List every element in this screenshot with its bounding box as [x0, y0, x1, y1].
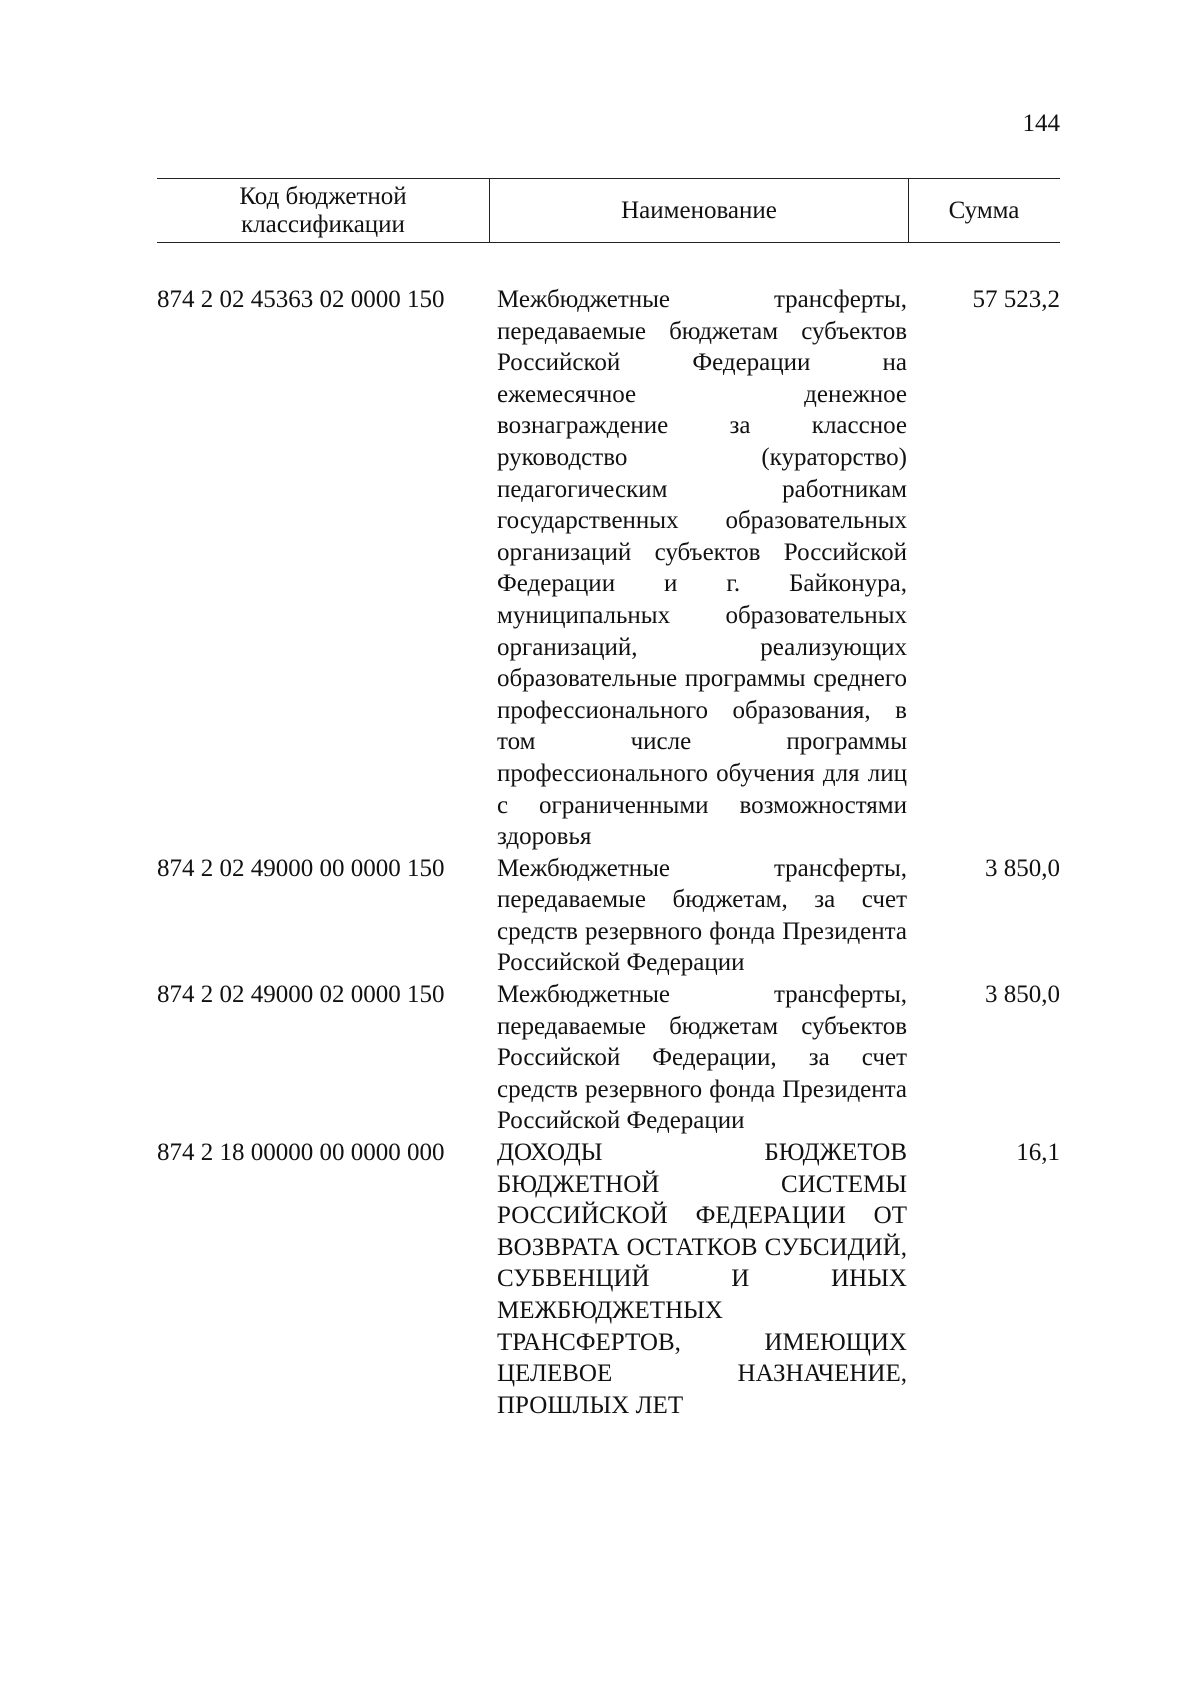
header-code: Код бюджетной классификации	[157, 179, 490, 242]
table-row	[157, 284, 1060, 853]
row-code: 874 2 02 45363 02 0000 150	[157, 286, 445, 313]
header-name: Наименование	[490, 179, 909, 242]
row-name: ДОХОДЫ БЮДЖЕТОВ БЮДЖЕТНОЙ СИСТЕМЫ РОССИЙСКОЙ ФЕДЕРАЦИИ ОТ ВОЗВРАТА ОСТАТКОВ СУБСИДИЙ, СУБВЕНЦИЙ И ИНЫХ МЕЖБЮДЖЕТНЫХ ТРАНСФЕРТОВ, ИМЕЮЩИХ ЦЕЛЕВОЕ НАЗНАЧЕНИЕ, ПРОШЛЫХ ЛЕТ	[497, 1139, 907, 1419]
row-name: Межбюджетные трансферты, передаваемые бюджетам субъектов Российской Федерации на ежемесячное денежное вознаграждение за классное руководство (кураторство) педагогическим работникам государственных образовательных организаций субъектов Российской Федерации и г. Байконура, муниципальных образовательных организаций, реализующих образовательные программы среднего профессионального образования, в том числе программы профессионального обучения для лиц с ограниченными возможностями здоровья	[497, 286, 907, 851]
row-sum: 16,1	[1016, 1139, 1060, 1167]
row-sum: 3 850,0	[985, 854, 1060, 882]
header-sum: Сумма	[948, 196, 1020, 224]
row-sum: 57 523,2	[972, 286, 1060, 313]
table-header	[157, 178, 1060, 243]
row-code: 874 2 18 00000 00 0000 000	[157, 1139, 445, 1167]
row-name: Межбюджетные трансферты, передаваемые бюджетам, за счет средств резервного фонда Президента Российской Федерации	[497, 854, 907, 977]
table-row	[157, 979, 1060, 1137]
row-code: 874 2 02 49000 02 0000 150	[157, 981, 445, 1009]
page-number: 144	[1022, 110, 1060, 137]
table-row	[157, 853, 1060, 979]
row-name: Межбюджетные трансферты, передаваемые бюджетам субъектов Российской Федерации, за счет средств резервного фонда Президента Российской Федерации	[497, 981, 907, 1135]
table-body	[157, 284, 1060, 1421]
row-sum: 3 850,0	[985, 981, 1060, 1009]
row-code: 874 2 02 49000 00 0000 150	[157, 854, 445, 882]
table-row	[157, 1137, 1060, 1421]
